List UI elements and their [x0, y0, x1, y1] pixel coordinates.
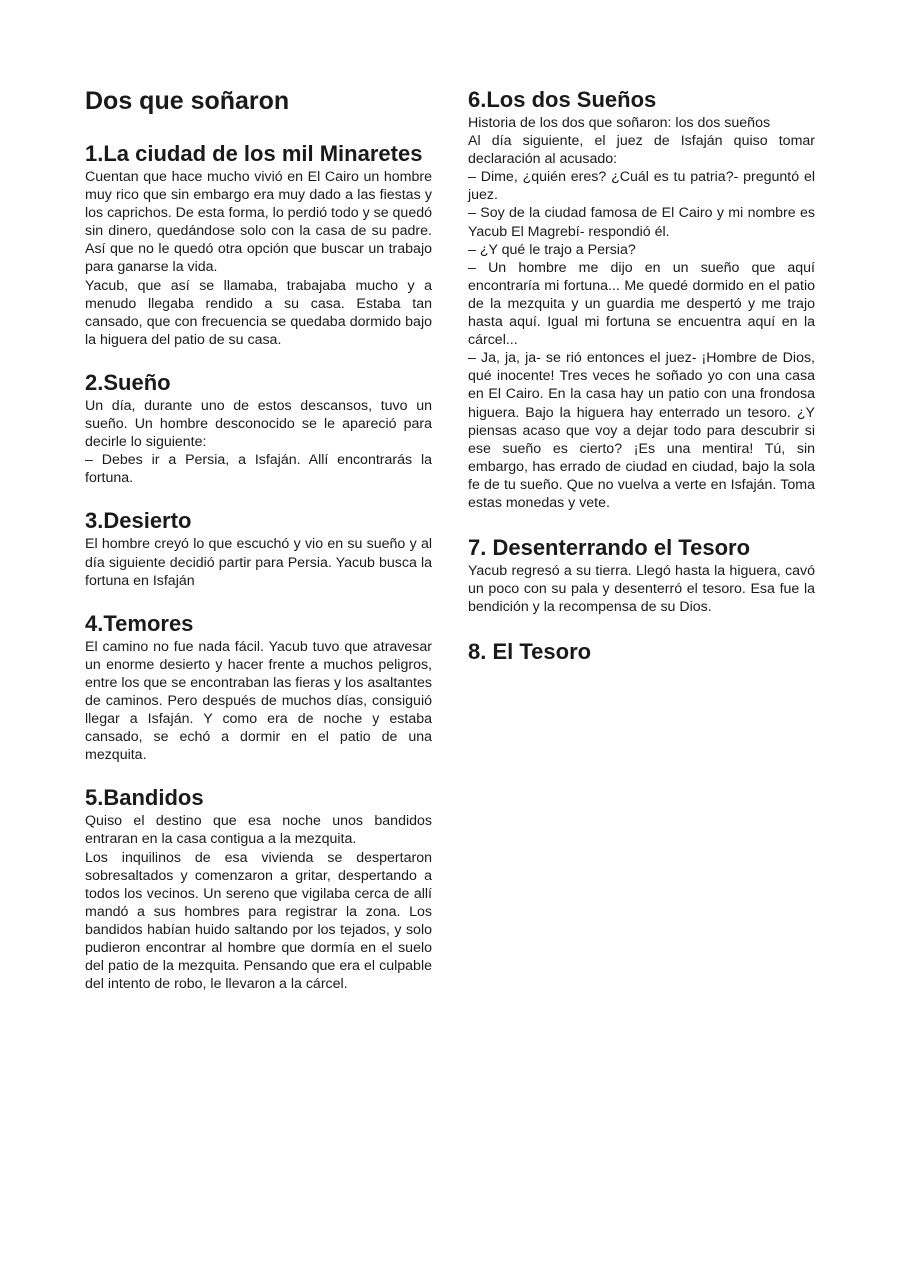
section-paragraph: – Dime, ¿quién eres? ¿Cuál es tu patria?- preguntó el juez. — [468, 169, 815, 204]
section-3 — [85, 507, 432, 589]
section-1 — [85, 140, 432, 349]
section-heading: 5.Bandidos — [85, 785, 204, 811]
section-paragraph: Al día siguiente, el juez de Isfaján quiso tomar declaración al acusado: — [468, 133, 815, 168]
section-paragraph: – Ja, ja, ja- se rió entonces el juez- ¡Hombre de Dios, qué inocente! Tres veces he soñado yo con una casa en El Cairo. En la casa hay un patio con una frondosa higuera. Bajo la higuera hay enterrado un tesoro. ¿Y piensas acaso que voy a dejar todo para descubrir si ese sueño es cierto? ¡Es una mentira! Tú, sin embargo, has errado de ciudad en ciudad, bajo la sola fe de tu sueño. Que no vuelva a verte en Isfaján. Toma estas monedas y vete. — [468, 350, 815, 511]
section-paragraph: Quiso el destino que esa noche unos bandidos entraran en la casa contigua a la mezquita. — [85, 813, 432, 848]
section-paragraph: – ¿Y qué le trajo a Persia? — [468, 241, 636, 258]
section-paragraph: El camino no fue nada fácil. Yacub tuvo que atravesar un enorme desierto y hacer frente a muchos peligros, entre los que se encontraban las fieras y los asaltantes de caminos. Pero después de muchos días, consiguió llegar a Isfaján. Y como era de noche y estaba cansado, se echó a dormir en el patio de una mezquita. — [85, 638, 432, 764]
section-heading: 3.Desierto — [85, 508, 192, 534]
left-column — [85, 86, 432, 1013]
section-paragraph: Un día, durante uno de estos descansos, tuvo un sueño. Un hombre desconocido se le apareció para decirle lo siguiente: — [85, 397, 432, 451]
section-2 — [85, 369, 432, 487]
section-paragraph: El hombre creyó lo que escuchó y vio en su sueño y al día siguiente decidió partir para Persia. Yacub busca la fortuna en Isfaján — [85, 536, 432, 589]
section-8 — [468, 638, 815, 666]
section-paragraph: Historia de los dos que soñaron: los dos sueños — [468, 115, 771, 131]
section-paragraph: Yacub regresó a su tierra. Llegó hasta la higuera, cavó un poco con su pala y desenterró el tesoro. Esa fue la bendición y la recompensa de su Dios. — [468, 563, 815, 616]
section-paragraph: Yacub, que así se llamaba, trabajaba mucho y a menudo llegaba rendido a su casa. Estaba tan cansado, que con frecuencia se quedaba dormido bajo la higuera del patio de su casa. — [85, 277, 432, 348]
section-paragraph: – Debes ir a Persia, a Isfaján. Allí encontrarás la fortuna. — [85, 452, 432, 487]
section-6 — [468, 86, 815, 512]
document-title: Dos que soñaron — [85, 87, 290, 115]
section-heading: 7. Desenterrando el Tesoro — [468, 535, 751, 561]
section-4 — [85, 610, 432, 765]
section-heading: 4.Temores — [85, 610, 194, 636]
section-7 — [468, 534, 815, 616]
section-heading: 1.La ciudad de los mil Minaretes — [85, 141, 423, 166]
section-paragraph: – Un hombre me dijo en un sueño que aquí encontraría mi fortuna... Me quedé dormido en el patio de la mezquita y un guardia me despertó y me trajo hasta aquí. Igual mi fortuna se encuentra aquí en la cárcel... — [468, 259, 815, 349]
section-paragraph: – Soy de la ciudad famosa de El Cairo y mi nombre es Yacub El Magrebí- respondió él. — [468, 205, 815, 240]
section-5 — [85, 784, 432, 993]
section-paragraph: Los inquilinos de esa vivienda se despertaron sobresaltados y comenzaron a gritar, despertando a todos los vecinos. Un sereno que vigilaba cerca de allí mandó a sus hombres para registrar la zona. Los bandidos habían huido saltando por los tejados, y solo pudieron encontrar al hombre que dormía en el suelo del patio de la mezquita. Pensando que era el culpable del intento de robo, le llevaron a la cárcel. — [85, 849, 432, 993]
section-heading: 2.Sueño — [85, 369, 171, 395]
section-paragraph: Cuentan que hace mucho vivió en El Cairo un hombre muy rico que sin embargo era muy dado a las fiestas y los caprichos. De esta forma, lo perdió todo y se quedó sin dinero, quedándose solo con la casa de su padre. Así que no le quedó otra opción que buscar un trabajo para ganarse la vida. — [85, 169, 432, 276]
right-column — [468, 86, 815, 686]
section-heading: 6.Los dos Sueños — [468, 87, 657, 112]
section-heading: 8. El Tesoro — [468, 639, 592, 665]
